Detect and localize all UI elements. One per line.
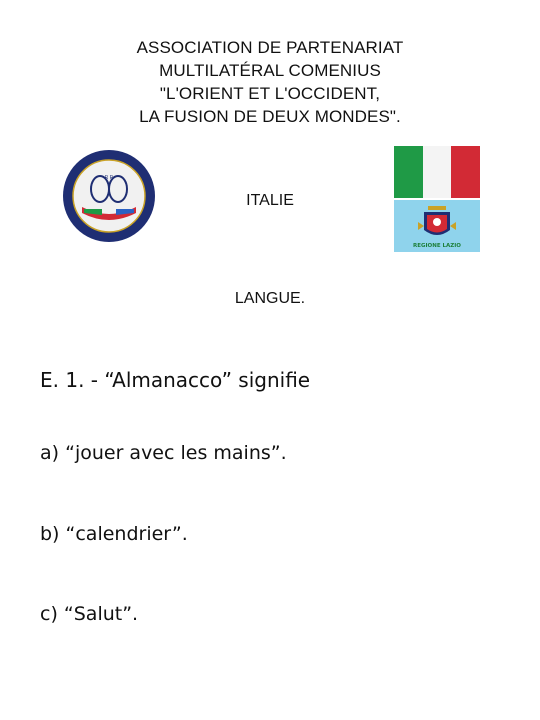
header-line-2: MULTILATÉRAL COMENIUS [159, 61, 381, 80]
svg-text:R R: R R [104, 175, 114, 181]
answer-option-a[interactable]: a) “jouer avec les mains”. [40, 442, 287, 464]
answer-option-c[interactable]: c) “Salut”. [40, 603, 139, 625]
header-line-1: ASSOCIATION DE PARTENARIAT [136, 38, 404, 57]
header-title [0, 36, 540, 128]
header-line-4: LA FUSION DE DEUX MONDES". [139, 107, 401, 126]
italy-flag [394, 146, 480, 198]
regione-lazio-flag [394, 200, 480, 252]
country-label: ITALIE [246, 192, 294, 209]
answer-option-b[interactable]: b) “calendrier”. [40, 523, 188, 545]
subject-label: LANGUE. [234, 290, 306, 307]
header-line-3: "L'ORIENT ET L'OCCIDENT, [159, 84, 381, 103]
italy-flag-red-band [451, 146, 480, 198]
italy-flag-green-band [394, 146, 423, 198]
region-banner-text: REGIONE LAZIO [413, 243, 461, 249]
question-text: E. 1. - “Almanacco” signifie [40, 368, 311, 392]
comenius-association-logo [62, 149, 156, 243]
italy-flag-white-band [423, 146, 452, 198]
